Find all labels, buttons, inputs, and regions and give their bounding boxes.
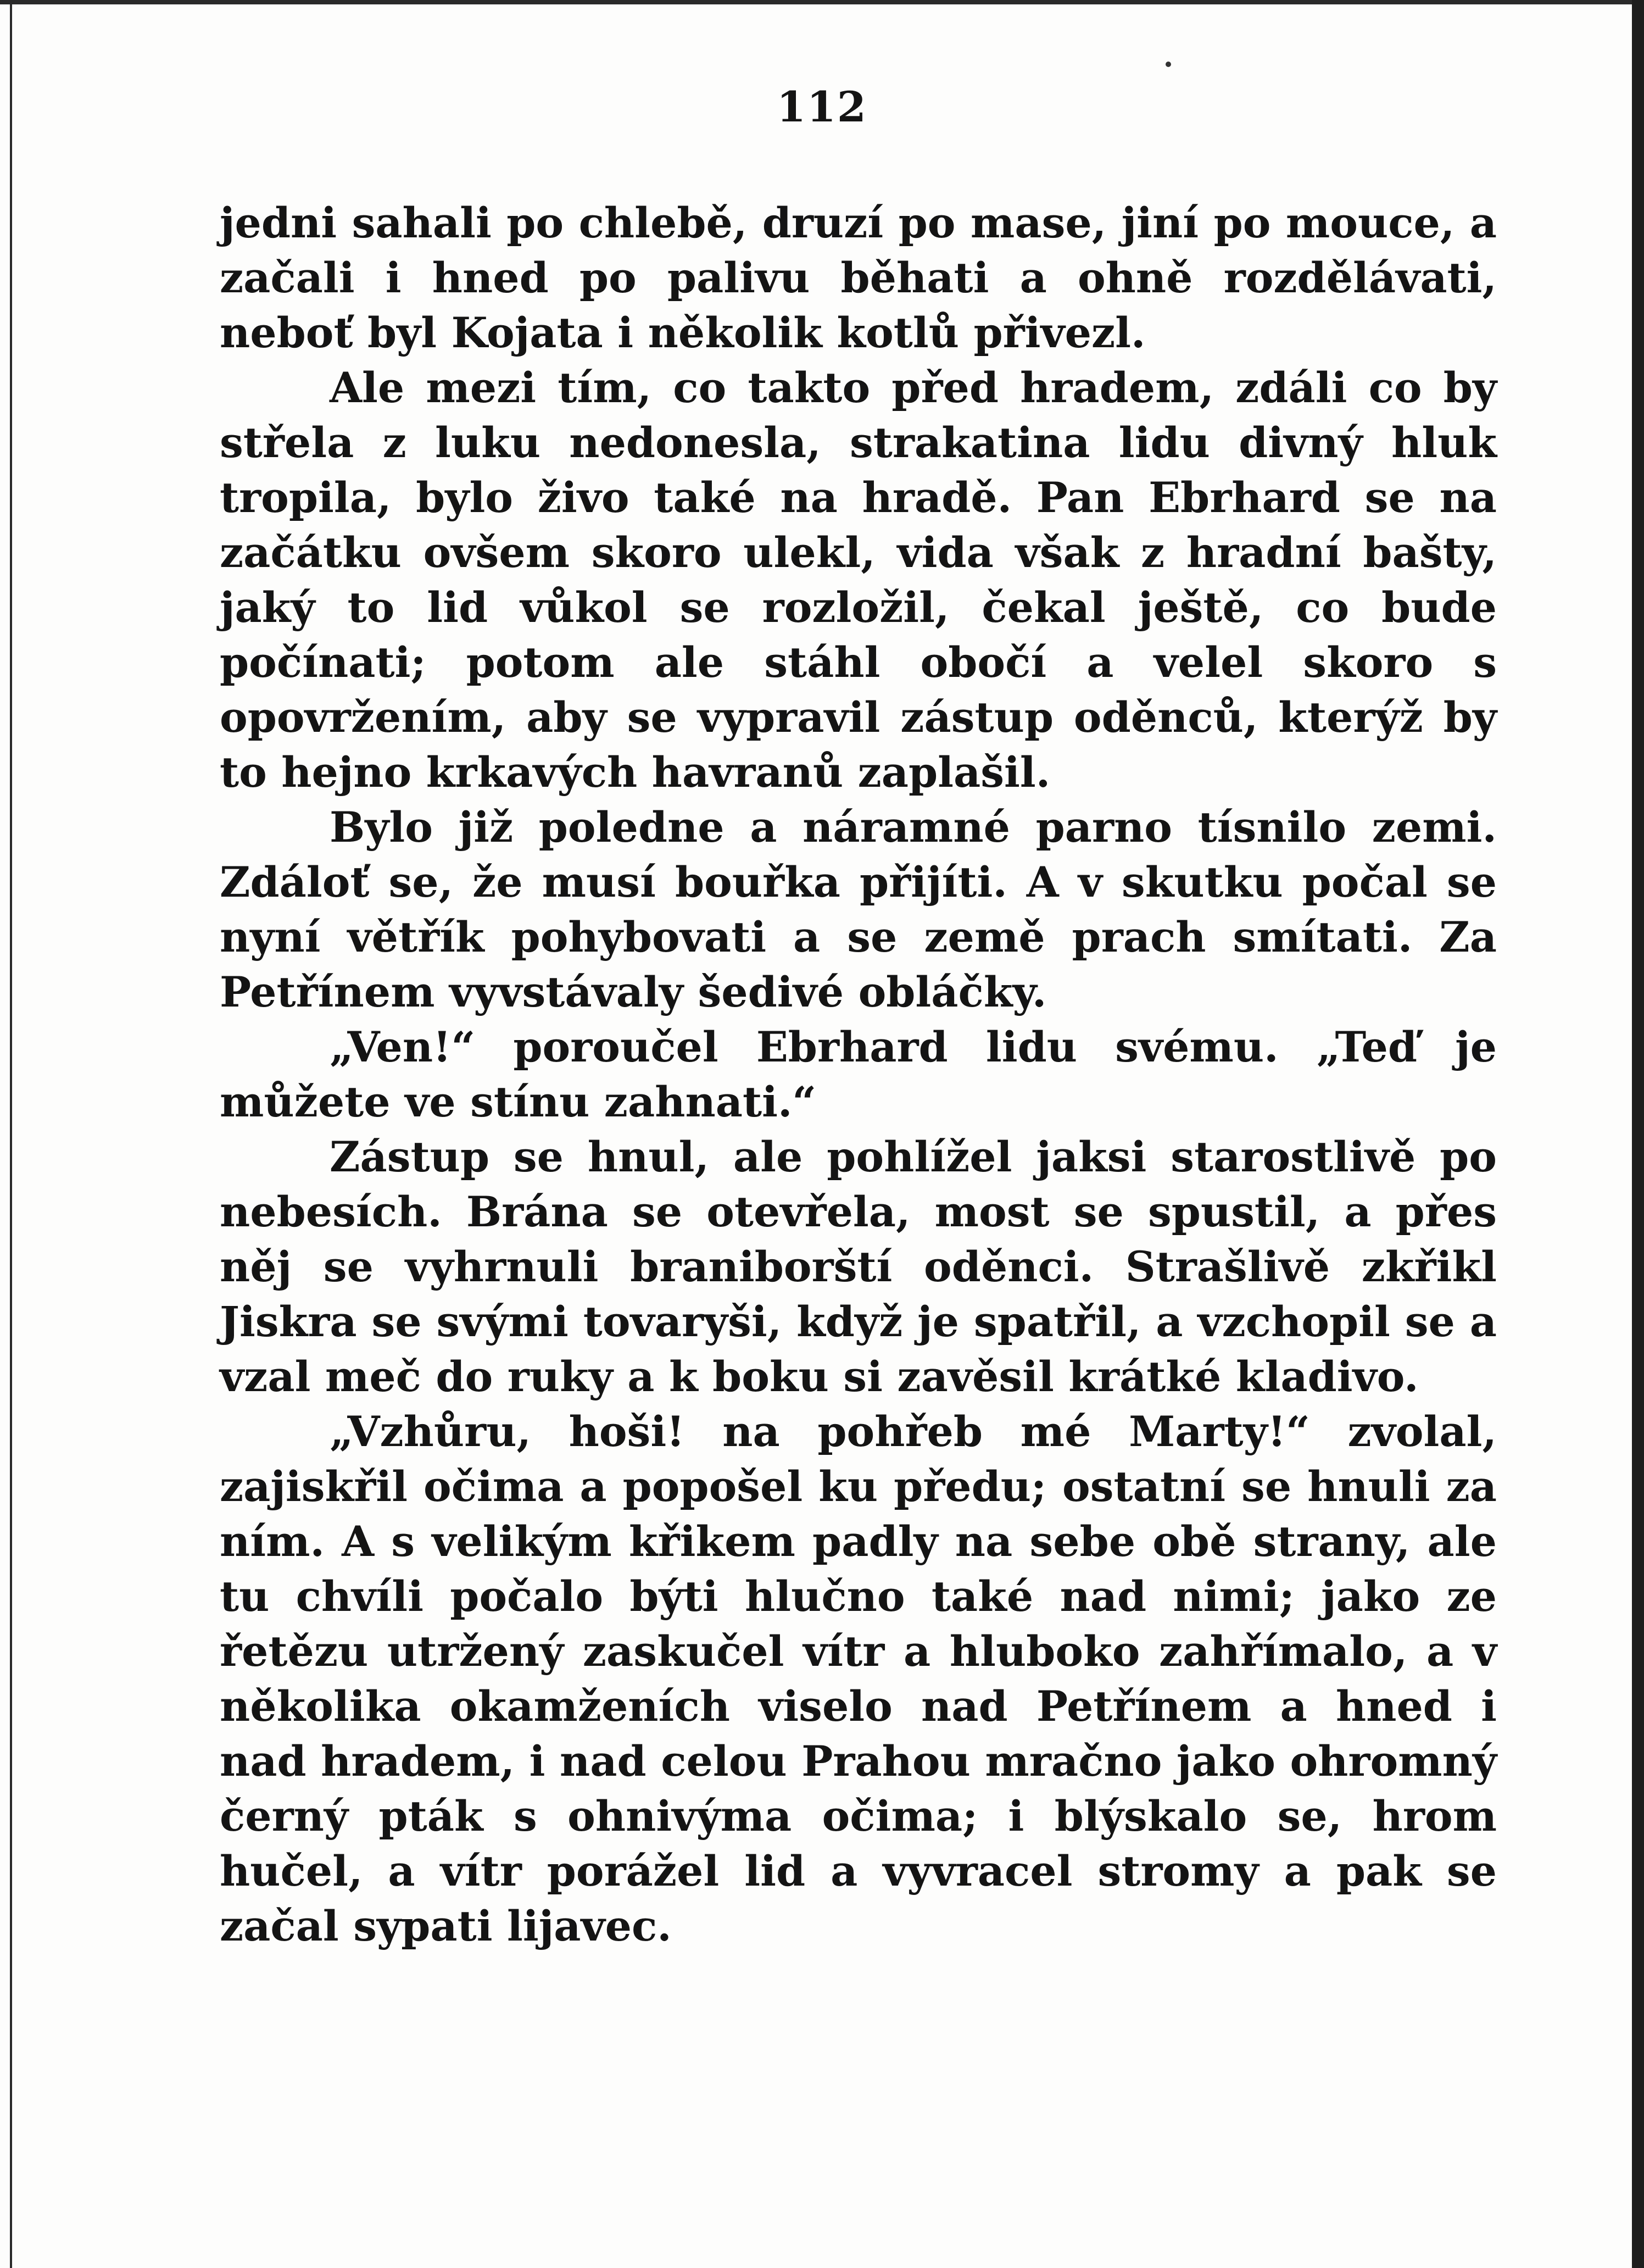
ink-speck xyxy=(1166,62,1171,67)
body-text xyxy=(220,196,1497,1954)
paragraph-4: „Ven!“ poroučel Ebrhard lidu svému. „Teď je můžete ve stínu zahnati.“ xyxy=(220,1022,1497,1126)
paragraph-6: „Vzhůru, hoši! na pohřeb mé Marty!“ zvolal, zajiskřil očima a popošel ku předu; ostatní se hnuli za ním. A s velikým křikem padly na sebe obě strany, ale tu chvíli počalo býti hlučno také nad nimi; jako ze řetězu utržený zaskučel vítr a hluboko zahřímalo, a v několika okamženích viselo nad Petřínem a hned i nad hradem, i nad celou Prahou mračno jako ohromný černý pták s ohnivýma očima; i blýskalo se, hrom hučel, a vítr porážel lid a vyvracel stromy a pak se začal sypati lijavec. xyxy=(220,1407,1497,1950)
paragraph-2: Ale mezi tím, co takto před hradem, zdáli co by střela z luku nedonesla, strakatina lidu divný hluk tropila, bylo živo také na hradě. Pan Ebrhard se na začátku ovšem skoro ulekl, vida však z hradní bašty, jaký to lid vůkol se rozložil, čekal ještě, co bude počínati; potom ale stáhl obočí a velel skoro s opovržením, aby se vypravil zástup oděnců, kterýž by to hejno krkavých havranů zaplašil. xyxy=(220,363,1497,797)
scan-border-right xyxy=(1632,0,1644,2268)
scan-border-left xyxy=(10,0,12,2268)
page-number: 112 xyxy=(777,82,867,131)
paragraph-1: jedni sahali po chlebě, druzí po mase, jiní po mouce, a začali i hned po palivu běhati a ohně rozdělávati, neboť byl Kojata i několik kotlů přivezl. xyxy=(220,198,1497,357)
paragraph-5: Zástup se hnul, ale pohlížel jaksi starostlivě po nebesích. Brána se otevřela, most se spustil, a přes něj se vyhrnuli braniborští oděnci. Strašlivě zkřikl Jiskra se svými tovaryši, když je spatřil, a vzchopil se a vzal meč do ruky a k boku si zavěsil krátké kladivo. xyxy=(220,1132,1497,1401)
scan-border-top xyxy=(0,0,1644,4)
paragraph-3: Bylo již poledne a náramné parno tísnilo zemi. Zdáloť se, že musí bouřka přijíti. A v skutku počal se nyní větřík pohybovati a se země prach smítati. Za Petřínem vyvstávaly šedivé obláčky. xyxy=(220,803,1497,1016)
